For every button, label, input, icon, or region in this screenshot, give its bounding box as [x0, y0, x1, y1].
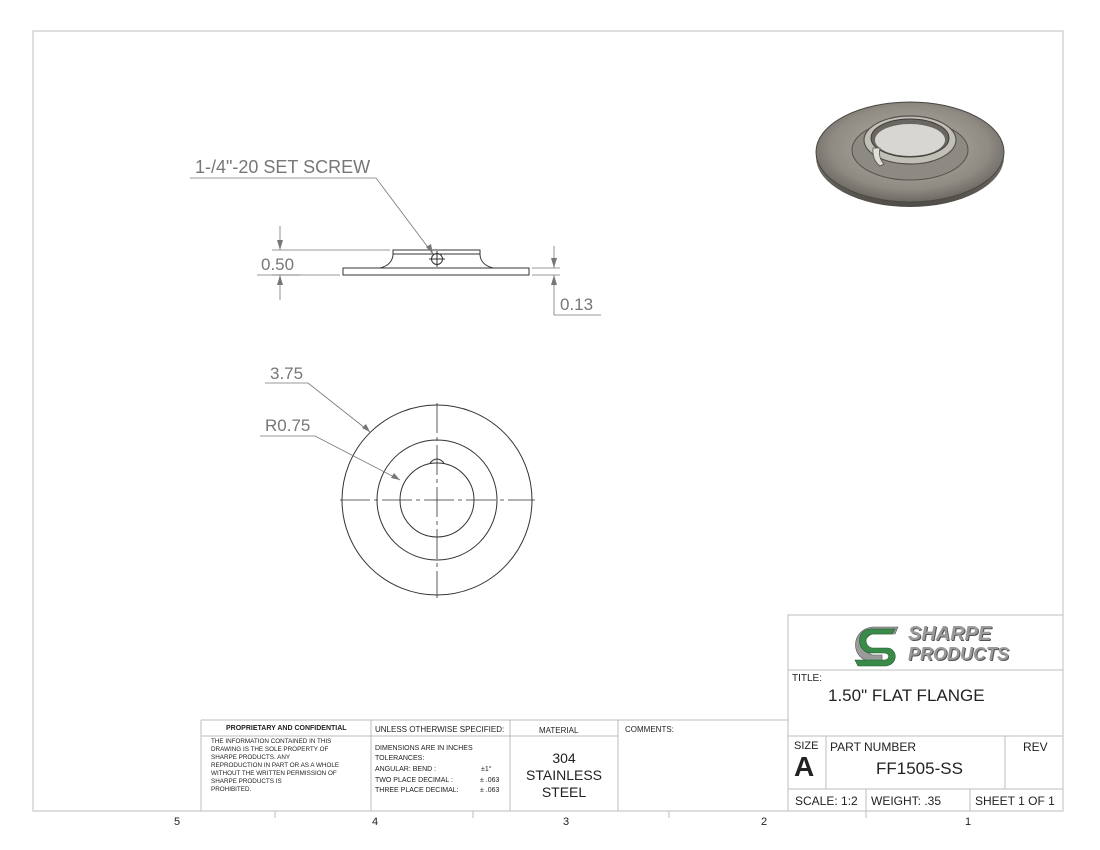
zone-label: 3: [563, 816, 570, 828]
tolerance-line: DIMENSIONS ARE IN INCHES: [375, 745, 473, 752]
tolerance-value: ± .063: [480, 777, 500, 784]
proprietary-line: THE INFORMATION CONTAINED IN THIS: [211, 738, 332, 745]
zone-label: 1: [965, 816, 972, 828]
zone-ticks: [275, 811, 866, 818]
proprietary-line: DRAWING IS THE SOLE PROPERTY OF: [211, 746, 329, 753]
part-number: FF1505-SS: [876, 759, 963, 778]
sheet-size: A: [794, 751, 815, 782]
zone-label: 4: [372, 816, 379, 828]
size-label: SIZE: [794, 740, 819, 752]
side-view: [343, 250, 529, 275]
tolerance-value: ± .063: [480, 787, 500, 794]
company-logo: [855, 627, 898, 666]
scale: SCALE: 1:2: [795, 794, 858, 808]
set-screw-callout: 1-/4"-20 SET SCREW: [195, 157, 371, 177]
proprietary-line: SHARPE PRODUCTS IS: [211, 778, 282, 785]
sheet-count: SHEET 1 OF 1: [975, 794, 1055, 808]
proprietary-line: PROHIBITED.: [211, 786, 252, 793]
material-line: STEEL: [541, 784, 587, 800]
side-view-arrowheads: [277, 240, 557, 285]
tolerance-line: TOLERANCES:: [375, 755, 425, 762]
material-line: STAINLESS: [526, 767, 602, 783]
proprietary-line: SHARPE PRODUCTS. ANY: [211, 754, 291, 761]
tolerances-heading: UNLESS OTHERWISE SPECIFIED:: [375, 725, 505, 734]
weight: WEIGHT: .35: [871, 794, 942, 808]
radius-leader: [260, 436, 400, 480]
zone-label: 5: [174, 816, 181, 828]
tolerance-line: ANGULAR: BEND :: [375, 766, 437, 773]
dimension-diameter: 3.75: [270, 364, 304, 383]
drawing-title: 1.50" FLAT FLANGE: [828, 686, 985, 705]
proprietary-heading: PROPRIETARY AND CONFIDENTIAL: [226, 725, 347, 732]
tolerance-line: TWO PLACE DECIMAL :: [375, 777, 453, 784]
proprietary-line: WITHOUT THE WRITTEN PERMISSION OF: [211, 770, 337, 777]
isometric-flange-render: [816, 102, 1004, 207]
tolerance-value: ±1°: [481, 766, 492, 773]
dimension-radius: R0.75: [265, 416, 311, 435]
comments-heading: COMMENTS:: [625, 725, 674, 734]
material-heading: MATERIAL: [539, 726, 579, 735]
logo-text-line2: PRODUCTS: [908, 644, 1010, 664]
tolerance-line: THREE PLACE DECIMAL:: [375, 787, 459, 794]
material-line: 304: [552, 750, 576, 766]
title-label: TITLE:: [792, 673, 823, 684]
proprietary-line: REPRODUCTION IN PART OR AS A WHOLE: [211, 762, 340, 769]
part-number-label: PART NUMBER: [830, 740, 917, 754]
zone-label: 2: [761, 816, 768, 828]
dimension-height: 0.50: [261, 255, 295, 274]
set-screw-leader: [190, 178, 433, 254]
logo-text-line1: SHARPE: [908, 623, 992, 645]
flange-plate: [343, 268, 529, 275]
dimension-thickness: 0.13: [560, 295, 594, 314]
rev-label: REV: [1023, 740, 1048, 754]
top-view-centerlines: [340, 403, 535, 598]
side-view-dimensions: [190, 178, 601, 315]
